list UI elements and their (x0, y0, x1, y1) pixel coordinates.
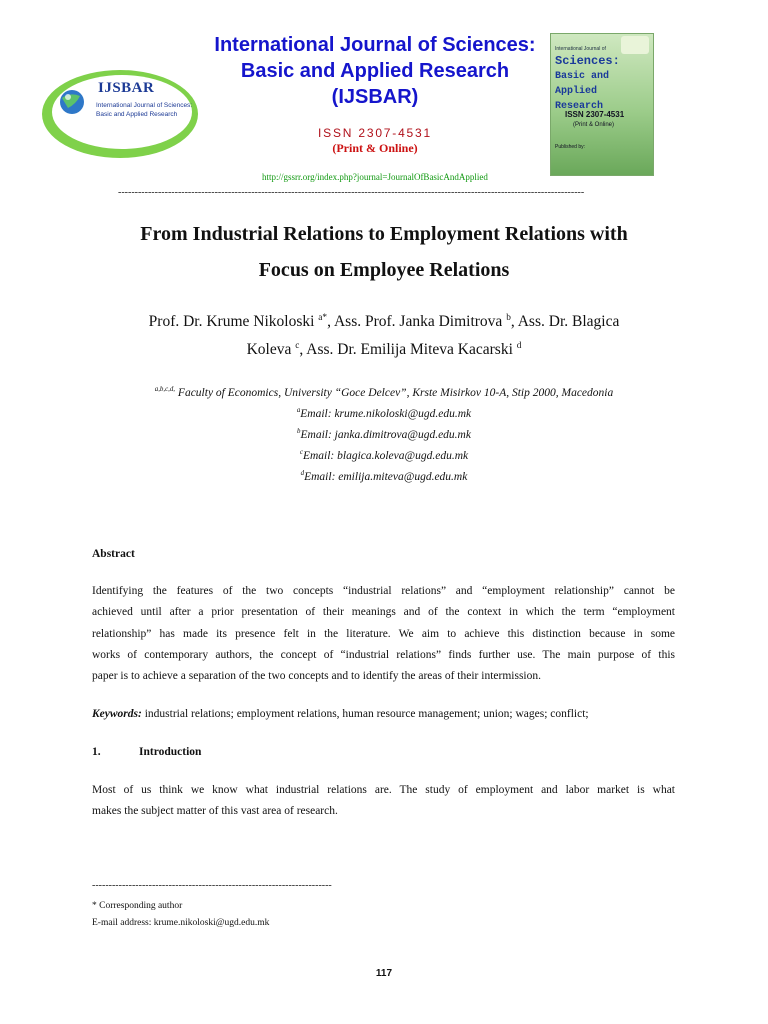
introduction-body: Most of us think we know what industrial relations are. The study of employment and labor market is what makes the subject matter of this vast area of research. (92, 784, 675, 818)
email-author-a[interactable]: $^a$Email: krume.nikoloski@ugd.edu.mk (296, 407, 472, 420)
footnote-rule: ------------------------------------------------------------------------ (92, 880, 332, 891)
email-author-c[interactable]: $^c$Email: blagica.koleva@ugd.edu.mk (299, 449, 469, 462)
logo-title: IJSBAR (98, 80, 155, 96)
email-author-d[interactable]: $^d$Email: emilija.miteva@ugd.edu.mk (300, 470, 468, 483)
journal-cover-image: International Journal of Sciences: Basic and Applied Research ISSN 2307-4531 (Print & Online) Published by: (550, 33, 654, 176)
journal-print-online: (Print & Online) (332, 141, 418, 155)
logo-subtitle: International Journal of Sciences: Basic and Applied Research (96, 102, 193, 118)
cover-badge-icon (621, 36, 649, 54)
journal-url[interactable]: http://gssrr.org/index.php?journal=JournalOfBasicAndApplied (262, 172, 488, 182)
journal-issn: ISSN 2307-4531 (318, 126, 432, 140)
author-list-line2: Koleva $^c$, Ass. Dr. Emilija Miteva Kacarski $^d$ (246, 340, 522, 358)
abstract-body: Identifying the features of the two concepts “industrial relations” and “employment relationship” cannot be achieved until after a prior presentation of their meanings and of the context in which the term “employment relationship” has made its presence felt in the literature. We aim to achieve this distinction because in some works of contemporary authors, the concept of “industrial relations” finds further use. The main purpose of this paper is to achieve a separation of the two concepts and to identify the areas of their intermission. (92, 585, 675, 683)
journal-title-line3: (IJSBAR) (331, 86, 419, 108)
footnote-email: E-mail address: krume.nikoloski@ugd.edu.mk (92, 918, 270, 928)
paper-title-line1: From Industrial Relations to Employment Relations with (140, 223, 628, 245)
footnote-corresponding: * Corresponding author (92, 901, 183, 911)
author-list-line1: Prof. Dr. Krume Nikoloski $^{a*}$, Ass. Prof. Janka Dimitrova $^b$, Ass. Dr. Blagica (148, 312, 620, 330)
section-title: Introduction (139, 746, 202, 758)
affiliation: $^{a,b,c,d,}$ Faculty of Economics, University “Goce Delcev”, Krste Misirkov 10-A, Stip 2000, Macedonia (154, 386, 614, 399)
abstract-heading: Abstract (92, 548, 135, 560)
journal-title-line1: International Journal of Sciences: (214, 34, 536, 56)
email-author-b[interactable]: $^b$Email: janka.dimitrova@ugd.edu.mk (297, 428, 471, 441)
section-number: 1. (92, 746, 101, 758)
paper-title-line2: Focus on Employee Relations (258, 259, 510, 281)
page-number: 117 (375, 968, 393, 979)
header-separator: -------------------------------------------------------------------------------------------------------------------------------------------- (118, 188, 585, 198)
journal-title-line2: Basic and Applied Research (240, 60, 510, 82)
keywords: Keywords: industrial relations; employment relations, human resource management; union; wages; conflict; (92, 708, 589, 720)
